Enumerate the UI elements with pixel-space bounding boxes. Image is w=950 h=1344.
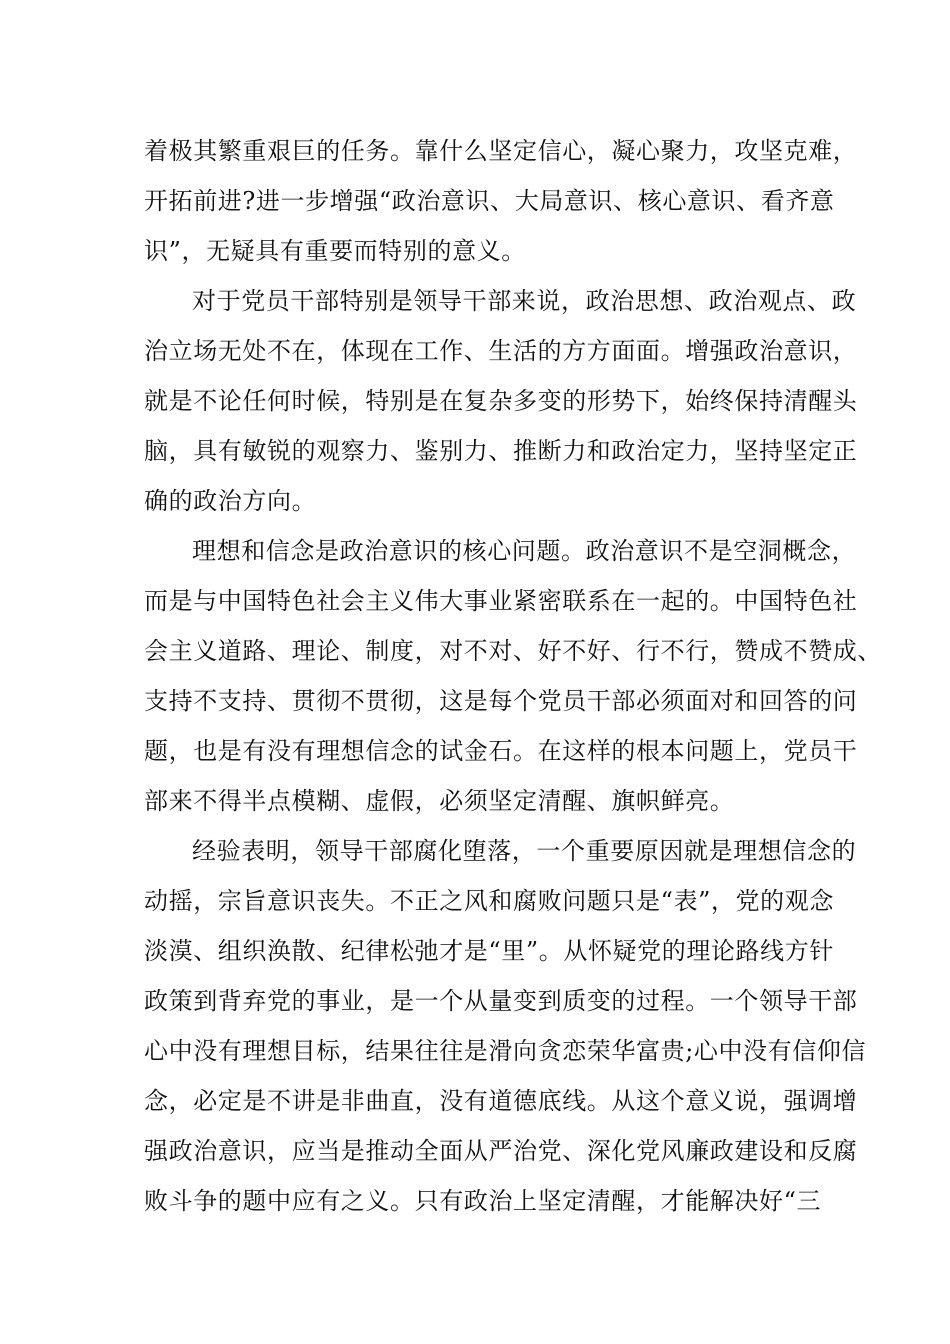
text-line: 治立场无处不在，体现在工作、生活的方方面面。增强政治意识，: [144, 337, 858, 365]
text-line: 脑，具有敏锐的观察力、鉴别力、推断力和政治定力，坚持坚定正: [144, 437, 858, 465]
paragraph-first-line: 对于党员干部特别是领导干部来说，政治思想、政治观点、政: [192, 287, 857, 315]
text-line: 会主义道路、理论、制度，对不对、好不好、行不行，赞成不赞成、: [144, 637, 882, 665]
text-line: 部来不得半点模糊、虚假，必须坚定清醒、旗帜鲜亮。: [144, 787, 735, 815]
text-line: 题，也是有没有理想信念的试金石。在这样的根本问题上，党员干: [144, 737, 858, 765]
text-line: 强政治意识，应当是推动全面从严治党、深化党风廉政建设和反腐: [144, 1137, 858, 1165]
text-line: 淡漠、组织涣散、纪律松弛才是“里”。从怀疑党的理论路线方针: [144, 937, 834, 965]
text-line: 支持不支持、贯彻不贯彻，这是每个党员干部必须面对和回答的问: [144, 687, 858, 715]
paragraph-first-line: 理想和信念是政治意识的核心问题。政治意识不是空洞概念，: [192, 537, 857, 565]
text-line: 识”，无疑具有重要而特别的意义。: [144, 237, 526, 265]
text-line: 念，必定是不讲是非曲直，没有道德底线。从这个意义说，强调增: [144, 1087, 858, 1115]
text-line: 就是不论任何时候，特别是在复杂多变的形势下，始终保持清醒头: [144, 387, 858, 415]
text-line: 确的政治方向。: [144, 487, 317, 515]
text-line: 败斗争的题中应有之义。只有政治上坚定清醒，才能解决好“三: [144, 1187, 822, 1215]
text-line: 心中没有理想目标，结果往往是滑向贪恋荣华富贵;心中没有信仰信: [144, 1037, 867, 1065]
text-line: 政策到背弃党的事业，是一个从量变到质变的过程。一个领导干部: [144, 987, 858, 1015]
paragraph-first-line: 经验表明，领导干部腐化堕落，一个重要原因就是理想信念的: [192, 837, 857, 865]
text-line: 而是与中国特色社会主义伟大事业紧密联系在一起的。中国特色社: [144, 587, 858, 615]
text-line: 动摇，宗旨意识丧失。不正之风和腐败问题只是“表”，党的观念: [144, 887, 834, 915]
text-line: 着极其繁重艰巨的任务。靠什么坚定信心，凝心聚力，攻坚克难，: [144, 137, 858, 165]
text-line: 开拓前进?进一步增强“政治意识、大局意识、核心意识、看齐意: [144, 187, 835, 215]
